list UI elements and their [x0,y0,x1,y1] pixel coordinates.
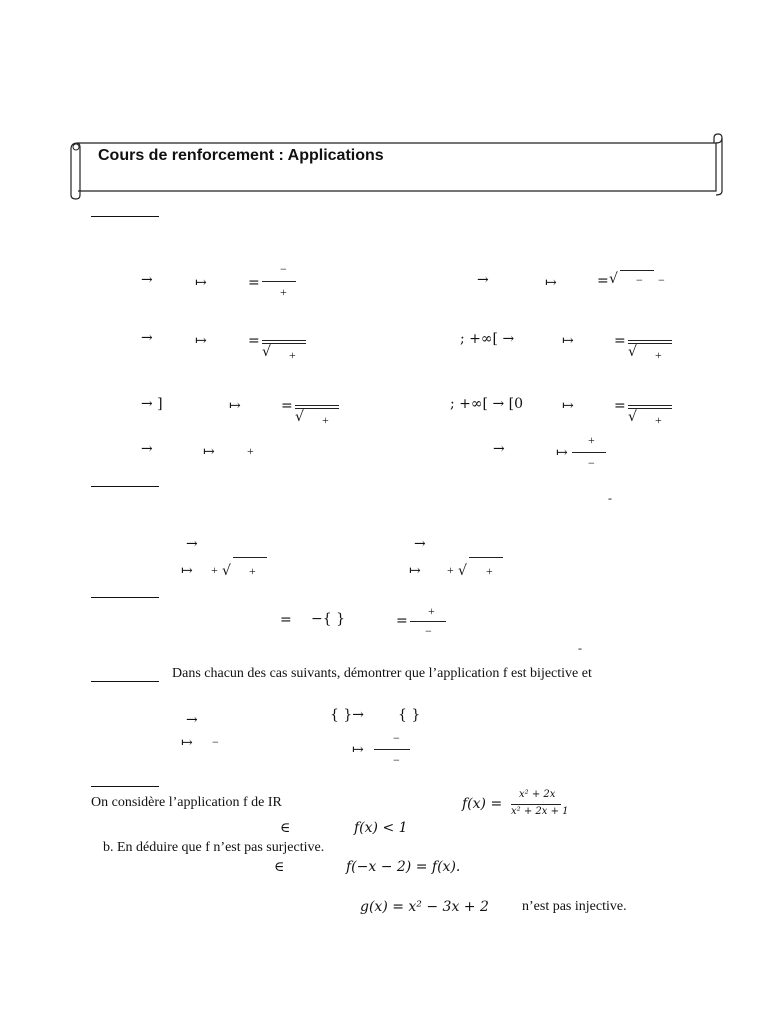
exercise-3-heading-rule [91,597,159,598]
title-banner [66,133,726,203]
exercise-2-heading-rule [91,486,159,487]
page-title: Cours de renforcement : Applications [98,147,384,164]
mapsto-arrow: ↦ [545,275,557,291]
exercise-5-heading-rule [91,786,159,787]
map-arrow: → [477,272,489,288]
sqrt-sign: √ [609,271,618,287]
exercise-4-statement: Dans chacun des cas suivants, démontrer que l’application f est bijective et [172,666,592,681]
exercise-4-heading-rule [91,681,159,682]
map-arrow: → [141,272,153,288]
exercise-1-heading-rule [91,216,159,217]
exercise-5-question-b: b. En déduire que f n’est pas surjective. [103,840,325,855]
exercise-5-intro: On considère l’application f de IR [91,795,282,810]
mapsto-arrow: ↦ [195,275,207,291]
